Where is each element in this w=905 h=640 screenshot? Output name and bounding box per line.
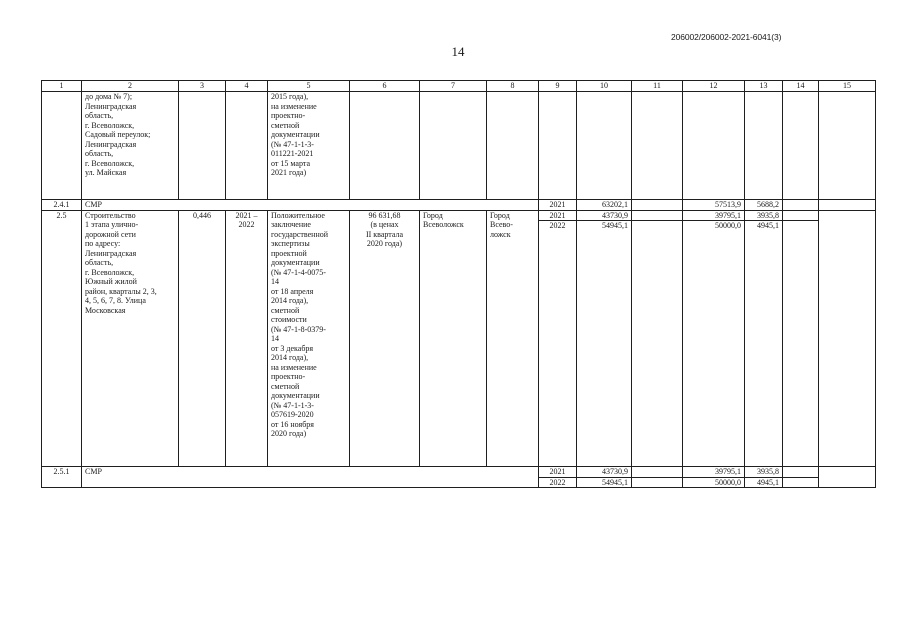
row-number: 2.5	[42, 210, 82, 467]
column-number: 12	[683, 81, 745, 92]
amount-col12: 50000,0	[683, 477, 745, 488]
column-number: 15	[819, 81, 876, 92]
capacity-cell: 0,446	[179, 210, 226, 467]
table-row-continued	[42, 92, 876, 200]
column-number: 13	[745, 81, 783, 92]
column-number: 9	[539, 81, 577, 92]
year-cell: 2022	[539, 477, 577, 488]
amount-col12: 39795,1	[683, 210, 745, 221]
column-number: 1	[42, 81, 82, 92]
amount-col13: 4945,1	[745, 221, 783, 467]
owner-cell: Город Всево- ложск	[487, 210, 539, 467]
amount-col13: 3935,8	[745, 210, 783, 221]
period-cell: 2021 – 2022	[226, 210, 268, 467]
total-cell: 43730,9	[577, 210, 632, 221]
table-row-2-5	[42, 210, 876, 221]
column-number: 7	[420, 81, 487, 92]
year-cell: 2021	[539, 210, 577, 221]
amount-col12: 50000,0	[683, 221, 745, 467]
cost-cell: 96 631,68 (в ценах II квартала 2020 года)	[350, 210, 420, 467]
year-cell: 2021	[539, 200, 577, 211]
column-number: 2	[82, 81, 179, 92]
column-number: 11	[632, 81, 683, 92]
page-number: 14	[451, 44, 465, 59]
document-code: 206002/206002-2021-6041(3)	[671, 32, 782, 42]
year-cell: 2021	[539, 467, 577, 478]
investment-table	[41, 80, 876, 488]
column-number: 6	[350, 81, 420, 92]
location-cell: Город Всеволожск	[420, 210, 487, 467]
column-number: 14	[783, 81, 819, 92]
document-cell: Положительное заключение государственной экспертизы проектной документации (№ 47-1-4-0075- 14 от 18 апреля 2014 года), сметной стоимости (№ 47-1-8-0379- 14 от 3 декабря 2014 года), на изменение проектно- сметной документации (№ 47-1-1-3- 057619-2020 от 16 ноября 2020 года)	[268, 210, 350, 467]
column-number: 4	[226, 81, 268, 92]
total-cell: 63202,1	[577, 200, 632, 211]
table-row-2-5-1	[42, 467, 876, 478]
row-title: СМР	[82, 200, 539, 211]
row-number: 2.4.1	[42, 200, 82, 211]
object-address-cell: до дома № 7); Ленинградская область, г. Всеволожск, Садовый переулок; Ленинградская область, г. Всеволожск, ул. Майская	[82, 92, 179, 200]
column-number: 8	[487, 81, 539, 92]
column-number: 3	[179, 81, 226, 92]
column-number-row	[42, 81, 876, 92]
row-title: СМР	[82, 467, 539, 488]
document-cell: 2015 года), на изменение проектно- сметной документации (№ 47-1-1-3- 011221-2021 от 15 марта 2021 года)	[268, 92, 350, 200]
column-number: 10	[577, 81, 632, 92]
total-cell: 54945,1	[577, 221, 632, 467]
amount-col12: 57513,9	[683, 200, 745, 211]
total-cell: 43730,9	[577, 467, 632, 478]
amount-col12: 39795,1	[683, 467, 745, 478]
amount-col13: 5688,2	[745, 200, 783, 211]
total-cell: 54945,1	[577, 477, 632, 488]
amount-col13: 4945,1	[745, 477, 783, 488]
column-number: 5	[268, 81, 350, 92]
row-number: 2.5.1	[42, 467, 82, 488]
table-row-2-4-1	[42, 200, 876, 211]
amount-col13: 3935,8	[745, 467, 783, 478]
object-name-cell: Строительство 1 этапа улично- дорожной сети по адресу: Ленинградская область, г. Всеволожск, Южный жилой район, кварталы 2, 3, 4, 5, 6, 7, 8. Улица Московская	[82, 210, 179, 467]
year-cell: 2022	[539, 221, 577, 467]
